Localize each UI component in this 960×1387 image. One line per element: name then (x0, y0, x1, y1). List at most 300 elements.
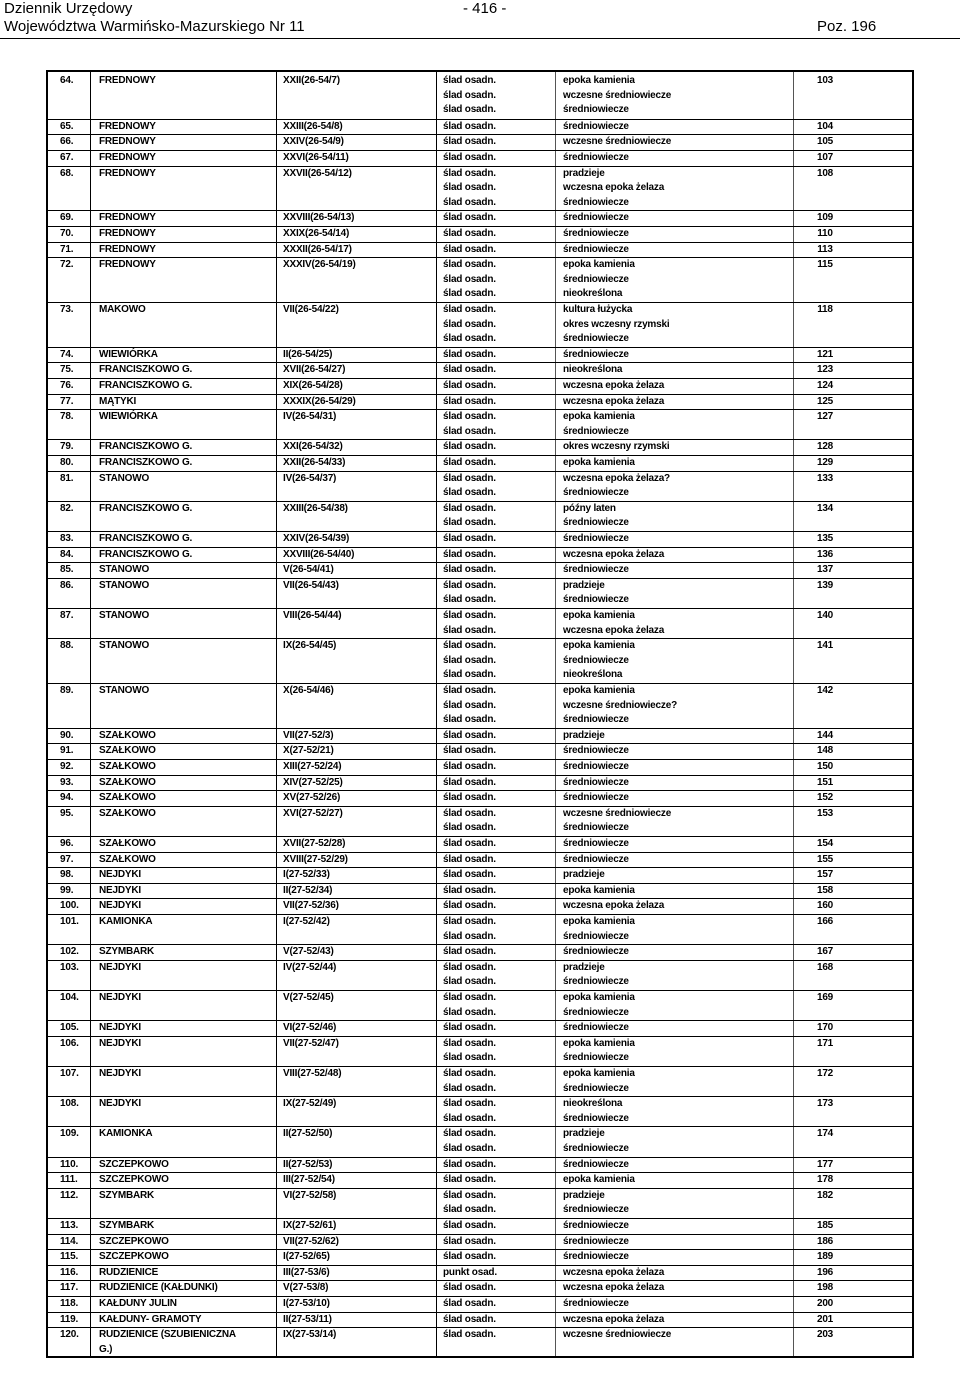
site-type-line: ślad osadn. (443, 304, 496, 315)
row-number-line: 113. (60, 1220, 79, 1231)
chronology (563, 1297, 629, 1312)
site-type-line: ślad osadn. (443, 900, 496, 912)
row-number (60, 684, 73, 699)
site-type-line: ślad osadn. (443, 761, 496, 772)
site-number-line: 109 (816, 212, 834, 224)
site-number-line: 136 (816, 548, 834, 560)
site-number (800, 991, 850, 1006)
locality-name-line: NEJDYKI (99, 1022, 141, 1034)
locality-name (99, 744, 156, 759)
site-type-line: ślad osadn. (443, 120, 496, 132)
locality-name (99, 1219, 154, 1234)
row-number-line: 105. (60, 1022, 79, 1034)
site-number (800, 348, 850, 363)
chronology-line: epoka kamienia (563, 411, 635, 423)
row-number (60, 1067, 79, 1082)
chronology-line: wczesna epoka żelaza? (563, 472, 670, 484)
chronology (563, 1037, 635, 1066)
chronology-line: wczesna epoka żelaza (563, 395, 665, 407)
site-type (443, 167, 496, 211)
chronology-line: wczesne średniowiecze (563, 136, 672, 148)
locality-name-line: FRANCISZKOWO G. (99, 441, 193, 453)
site-type-line: ślad osadn. (443, 472, 496, 484)
site-type-line: ślad osadn. (443, 1052, 496, 1064)
site-type (443, 532, 496, 547)
chronology-line: pradzieje (563, 1128, 605, 1140)
locality-name (99, 472, 149, 487)
row-number (60, 74, 73, 89)
site-code-line: XIII(27-52/24) (283, 761, 342, 772)
site-number (800, 1127, 850, 1142)
row-number (60, 1021, 79, 1036)
site-number (800, 243, 850, 258)
table-row (48, 1327, 912, 1357)
chronology-line: średniowiecze (563, 946, 629, 958)
site-code-line: V(27-52/43) (283, 946, 334, 958)
chronology (563, 472, 670, 501)
site-code (283, 807, 343, 822)
site-code (283, 1219, 336, 1234)
locality-name (99, 1266, 158, 1281)
site-code (283, 120, 342, 135)
locality-name-line: FRANCISZKOWO G. (99, 364, 193, 376)
site-type-line: ślad osadn. (443, 89, 496, 101)
site-code (283, 548, 354, 563)
row-number (60, 1297, 78, 1312)
chronology-line: pradzieje (563, 729, 605, 741)
site-code-line: IV(26-54/31) (283, 411, 337, 423)
site-number (800, 120, 850, 135)
row-number-line: 83. (60, 533, 74, 544)
site-type-line: ślad osadn. (443, 395, 496, 407)
site-type-line: ślad osadn. (443, 699, 496, 711)
chronology-line: średniowiecze (563, 792, 629, 804)
site-code-line: XVII(26-54/27) (283, 364, 346, 376)
locality-name (99, 991, 141, 1006)
site-code (283, 1266, 330, 1281)
table-row (48, 578, 912, 608)
site-number-line: 115 (817, 259, 833, 271)
table-row (48, 347, 912, 363)
table-row (48, 1096, 912, 1126)
row-number-line: 72. (60, 259, 74, 271)
row-number (60, 135, 73, 150)
chronology (563, 211, 629, 226)
chronology-line: średniowiecze (563, 745, 629, 757)
site-number (800, 945, 850, 960)
locality-name-line: STANOWO (99, 564, 150, 576)
site-type-line: ślad osadn. (443, 318, 496, 330)
site-type (443, 915, 496, 944)
site-type-line: ślad osadn. (443, 533, 496, 544)
site-number-line: 177 (816, 1158, 834, 1170)
chronology-line: okres wczesny rzymski (563, 318, 670, 330)
site-code-line: IV(26-54/37) (283, 472, 337, 484)
table-row (48, 683, 912, 728)
row-number (60, 1219, 78, 1234)
table-row (48, 1172, 912, 1188)
chronology (563, 1158, 629, 1173)
site-type-line: ślad osadn. (443, 594, 496, 606)
table-row (48, 836, 912, 852)
locality-name (99, 776, 156, 791)
site-code-line: XXVIII(26-54/13) (283, 212, 355, 224)
row-number-line: 99. (60, 884, 74, 896)
chronology-line: epoka kamienia (563, 1037, 635, 1049)
row-number (60, 729, 73, 744)
site-type (443, 548, 496, 563)
chronology-line: średniowiecze (563, 930, 629, 942)
site-type (443, 1021, 496, 1036)
chronology (563, 1266, 664, 1281)
table-row (48, 1280, 912, 1296)
row-number (60, 899, 79, 914)
site-number-line: 123 (816, 364, 834, 376)
chronology-line: średniowiecze (563, 594, 629, 606)
chronology (563, 1021, 629, 1036)
site-code-line: XV(27-52/26) (283, 792, 341, 804)
chronology (563, 258, 635, 302)
table-row (48, 1234, 912, 1250)
table-row (48, 759, 912, 775)
row-number-line: 101. (60, 916, 79, 927)
site-type (443, 1158, 496, 1173)
site-code-line: XVI(27-52/27) (283, 807, 343, 819)
site-type-line: ślad osadn. (443, 348, 496, 360)
table-row (48, 150, 912, 166)
site-code (283, 456, 345, 471)
chronology-line: średniowiecze (563, 1298, 629, 1309)
locality-name (99, 563, 149, 578)
site-type (443, 961, 496, 990)
site-number (800, 440, 850, 455)
chronology-line: kultura łużycka (563, 304, 633, 315)
table-row (48, 990, 912, 1020)
site-type (443, 1067, 496, 1096)
locality-name-line: NEJDYKI (99, 884, 141, 896)
site-number-line: 166 (816, 916, 834, 927)
site-type (443, 395, 496, 410)
chronology-line: średniowiecze (563, 714, 629, 726)
chronology-line: epoka kamienia (563, 992, 635, 1003)
chronology-line: wczesne średniowiecze (563, 1329, 672, 1341)
table-row (48, 1249, 912, 1265)
row-number-line: 64. (60, 75, 74, 86)
row-number (60, 243, 73, 258)
site-code (283, 303, 339, 318)
site-code (283, 837, 345, 852)
chronology-line: epoka kamienia (563, 610, 635, 621)
site-number (800, 791, 850, 806)
chronology-line: średniowiecze (563, 273, 629, 285)
table-row (48, 501, 912, 531)
site-number-line: 178 (816, 1174, 834, 1186)
table-row (48, 1188, 912, 1218)
site-type (443, 1313, 496, 1328)
chronology (563, 1235, 629, 1250)
locality-name (99, 760, 156, 775)
site-type (443, 1235, 496, 1250)
row-number (60, 1158, 78, 1173)
site-number (800, 609, 850, 624)
site-number-line: 170 (816, 1022, 834, 1034)
chronology (563, 440, 669, 455)
site-type-line: ślad osadn. (443, 776, 496, 788)
locality-name-line: SZAŁKOWO (99, 776, 156, 788)
row-number-line: 89. (60, 685, 74, 696)
site-type-line: ślad osadn. (443, 502, 496, 514)
chronology (563, 1250, 629, 1265)
row-number-line: 68. (60, 167, 74, 179)
site-type-line: ślad osadn. (443, 654, 496, 666)
site-type-line: ślad osadn. (443, 916, 496, 927)
site-code (283, 1173, 335, 1188)
chronology-line: wczesna epoka żelaza (563, 1266, 665, 1278)
chronology-line: średniowiecze (563, 533, 629, 544)
site-number (800, 151, 850, 166)
site-number (800, 868, 850, 883)
site-type-line: ślad osadn. (443, 487, 496, 499)
site-number-line: 137 (816, 564, 834, 576)
site-number (800, 74, 850, 89)
site-code (283, 167, 352, 182)
row-number (60, 258, 73, 273)
site-type (443, 1037, 496, 1066)
site-type (443, 440, 496, 455)
site-code (283, 945, 334, 960)
row-number (60, 776, 73, 791)
locality-name (99, 410, 158, 425)
site-type (443, 1127, 496, 1156)
row-number-line: 100. (60, 900, 79, 912)
locality-name (99, 120, 156, 135)
chronology (563, 303, 669, 347)
site-number-line: 110 (817, 228, 833, 239)
table-row (48, 547, 912, 563)
site-code-line: VI(27-52/58) (283, 1189, 337, 1201)
chronology (563, 363, 622, 378)
chronology (563, 853, 629, 868)
locality-name-line: FREDNOWY (99, 228, 156, 239)
locality-name-line: FREDNOWY (99, 212, 156, 224)
site-number (800, 379, 850, 394)
locality-name (99, 791, 156, 806)
locality-name-line: SZAŁKOWO (99, 729, 156, 741)
site-code-line: XXXII(26-54/17) (283, 243, 352, 255)
site-code-line: X(27-52/21) (283, 745, 334, 757)
site-type (443, 74, 496, 118)
site-code (283, 502, 348, 517)
site-number (800, 1266, 850, 1281)
site-number (800, 1097, 850, 1112)
locality-name-line: RUDZIENICE (99, 1266, 159, 1278)
site-type (443, 502, 496, 531)
locality-name (99, 74, 156, 89)
chronology (563, 74, 671, 118)
site-code-line: XXIII(26-54/38) (283, 502, 348, 514)
site-code (283, 915, 330, 930)
site-number (800, 1189, 850, 1204)
site-type-line: ślad osadn. (443, 1128, 496, 1140)
chronology-line: nieokreślona (563, 364, 623, 376)
chronology-line: średniowiecze (563, 838, 629, 849)
row-number-line: 88. (60, 640, 74, 652)
site-code (283, 1021, 336, 1036)
row-number-line: 102. (60, 946, 79, 958)
locality-name (99, 548, 192, 563)
site-number (800, 1021, 850, 1036)
chronology (563, 243, 629, 258)
locality-name (99, 502, 192, 517)
locality-name-line: WIEWIÓRKA (99, 411, 158, 423)
site-code-line: II(27-52/53) (283, 1158, 333, 1170)
site-number (800, 776, 850, 791)
locality-name-line: FREDNOWY (99, 243, 156, 255)
table-row (48, 134, 912, 150)
table-row (48, 867, 912, 883)
row-number (60, 1097, 79, 1112)
site-number (800, 1328, 850, 1343)
site-code (283, 961, 336, 976)
chronology-line: wczesna epoka żelaza (563, 1282, 665, 1294)
site-number-line: 107 (816, 152, 834, 163)
site-number-line: 186 (816, 1235, 834, 1247)
table-row (48, 257, 912, 302)
site-code-line: XXVII(26-54/12) (283, 167, 352, 179)
site-number-line: 134 (816, 502, 834, 514)
site-code-line: III(27-53/6) (283, 1266, 330, 1278)
chronology-line: nieokreślona (563, 669, 623, 681)
locality-name-line: SZCZEPKOWO (99, 1158, 169, 1170)
site-type-line: ślad osadn. (443, 104, 496, 116)
row-number (60, 868, 73, 883)
locality-name-line: NEJDYKI (99, 869, 141, 881)
locality-name-line: FRANCISZKOWO G. (99, 502, 193, 514)
site-code-line: I(27-53/10) (283, 1298, 330, 1309)
site-type (443, 945, 496, 960)
site-code-line: I(27-52/42) (283, 916, 330, 927)
locality-name-line: KAMIONKA (99, 916, 153, 927)
site-code-line: XVII(27-52/28) (283, 838, 346, 849)
site-number (800, 915, 850, 930)
site-code (283, 410, 336, 425)
site-code (283, 211, 354, 226)
chronology (563, 548, 664, 563)
chronology (563, 1173, 635, 1188)
site-number-line: 121 (816, 348, 834, 360)
chronology (563, 1097, 629, 1126)
site-type-line: ślad osadn. (443, 792, 496, 804)
site-type-line: ślad osadn. (443, 441, 496, 453)
site-type-line: ślad osadn. (443, 624, 496, 636)
site-type-line: ślad osadn. (443, 1037, 496, 1049)
row-number-line: 92. (60, 761, 74, 772)
site-type (443, 791, 496, 806)
table-row (48, 775, 912, 791)
site-type-line: ślad osadn. (443, 610, 496, 621)
site-type (443, 1266, 497, 1281)
locality-name (99, 1067, 141, 1082)
site-type-line: ślad osadn. (443, 1006, 496, 1018)
row-number-line: 78. (60, 411, 74, 423)
site-number (800, 135, 850, 150)
site-number (800, 395, 850, 410)
row-number (60, 1250, 78, 1265)
locality-name (99, 303, 146, 318)
site-type-line: ślad osadn. (443, 884, 496, 896)
locality-name-line: STANOWO (99, 472, 150, 484)
site-number (800, 807, 850, 822)
site-type-line: ślad osadn. (443, 333, 496, 345)
site-type (443, 303, 496, 347)
locality-name-line: SZCZEPKOWO (99, 1174, 169, 1186)
site-type-line: ślad osadn. (443, 640, 496, 652)
locality-name (99, 135, 156, 150)
site-code (283, 363, 345, 378)
table-row (48, 1126, 912, 1156)
chronology-line: średniowiecze (563, 348, 629, 360)
site-type-line: ślad osadn. (443, 380, 496, 391)
site-type (443, 258, 496, 302)
row-number-line: 106. (60, 1037, 79, 1049)
site-code-line: IX(27-53/14) (283, 1329, 337, 1341)
chronology (563, 868, 605, 883)
locality-name-line: FREDNOWY (99, 152, 156, 163)
row-number-line: 73. (60, 304, 74, 315)
site-code (283, 258, 356, 273)
locality-name (99, 684, 149, 699)
row-number (60, 563, 73, 578)
site-code (283, 74, 340, 89)
row-number (60, 639, 73, 654)
chronology (563, 1219, 629, 1234)
row-number-line: 66. (60, 136, 74, 148)
row-number (60, 363, 73, 378)
locality-name (99, 915, 152, 930)
chronology (563, 684, 677, 728)
locality-name (99, 1313, 201, 1328)
site-code (283, 1250, 330, 1265)
row-number-line: 117. (60, 1282, 79, 1294)
row-number-line: 97. (60, 853, 74, 865)
row-number-line: 87. (60, 610, 74, 621)
site-type-line: ślad osadn. (443, 457, 496, 468)
row-number (60, 1173, 78, 1188)
row-number-line: 90. (60, 729, 74, 741)
site-code (283, 532, 349, 547)
site-code (283, 395, 356, 410)
site-number (800, 532, 850, 547)
site-code-line: IV(27-52/44) (283, 961, 337, 973)
table-row (48, 608, 912, 638)
site-number-line: 103 (816, 75, 834, 86)
row-number (60, 395, 73, 410)
site-number (800, 548, 850, 563)
locality-name-line: NEJDYKI (99, 992, 141, 1003)
table-row (48, 898, 912, 914)
row-number (60, 211, 73, 226)
row-number (60, 303, 73, 318)
locality-name-line: RUDZIENICE (SZUBIENICZNA (99, 1329, 236, 1341)
site-type-line: ślad osadn. (443, 1282, 496, 1294)
site-type (443, 472, 496, 501)
site-code (283, 1067, 341, 1082)
site-number-line: 150 (816, 761, 834, 772)
row-number (60, 502, 73, 517)
site-type-line: ślad osadn. (443, 729, 496, 741)
table-row (48, 1020, 912, 1036)
locality-name-line: SZAŁKOWO (99, 761, 156, 772)
